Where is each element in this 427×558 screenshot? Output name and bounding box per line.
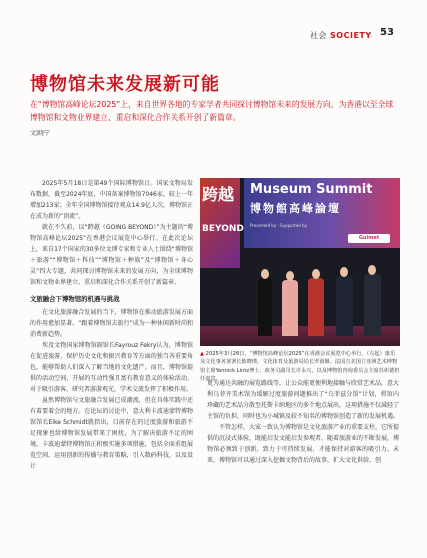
article-lede: 在“博物馆高峰论坛2025”上，来自世界各地的专家学者共同探讨博物馆未来的发展方向，为香港以至全球博物馆和文物业界建立、重启和深化合作关系开创了新篇章。 [30,100,394,122]
section-subhead: 文旅融合下博物馆的机遇与挑战 [30,295,120,303]
section-en: SOCIETY [330,31,372,40]
caption-marker-icon: ▲ [200,351,204,357]
section-cn: 社会 [310,31,327,40]
left-column [30,178,193,472]
person-2-head [286,271,294,281]
banner-cn: 跨越 [202,185,235,204]
person-1-head [261,269,269,279]
screen-title: Museum Summit [250,182,373,197]
person-5 [364,274,381,336]
paragraph: 更为通达共融的展览路线等，让公众能更便利地接触与欣赏艺术品。意大利乌菲齐美术馆为缓解过度旅游问题推出了“乌菲兹分馆”计划，将馆内珍藏的艺术品分散至托斯卡纳地区的多个地点展出，这项措施不仅减轻了主馆的负担，同时也为小城镇及较不知名的博物馆创造了新的发展机遇。 [207,380,400,420]
person-3 [308,278,324,336]
article-title: 博物馆未来发展新可能 [30,74,220,95]
caption-text: 2025年3月28日，“博物馆高峰论坛2025”在香港会议展览中心举行。（左起）康乐及文化事务署署长陈晓瑛、文化体育及旅游局局长罗淑佩、法国吉美国立亚洲艺术博物馆主席Yannick Lintz博士、政务司副司长卓永兴，以及博物馆咨询委员会主席苏彰德担任嘉宾。 [200,351,400,382]
event-photo [200,178,400,346]
section-label [310,30,372,41]
byline: 文|晓宁 [30,130,51,137]
paragraph: 就在不久前，以“跨越（GOING BEYOND）”为主题的“博物馆高峰论坛2025”在香港会议展览中心举行。在此次论坛上，来自17个国家的30多位文博专家和专业人士围绕“博物馆＋旅游”“博物馆＋科技”“博物馆＋种族”及“博物馆＋身心灵”四大专题，共同探讨博物馆未来的发展方向，为全球博物馆和文物业界建立、重启和深化合作关系开创了新篇章。 [30,224,193,286]
person-1 [258,278,272,336]
person-4 [336,276,353,336]
page-number: 53 [380,27,394,38]
paragraph: 在文化旅游融合发展的当下，博物馆在推动旅游发展方面的作用愈加显著。“跟着博物馆去旅行”成为一种休闲新时尚和消费新趋势。 [30,309,193,338]
person-2 [282,280,298,336]
paragraph: 不管怎样，大家一致认为博物馆是文化旅游产业的重要支柱，它所提供的沉浸式体验，既能启发文能启发参观者，随着旅游业的不断发展，博物馆必须致于创新，致力于可持续发展，才能保持对游客的吸引力。未来，博物馆可以通过深入挖掘文物背后的故事，扩大文化供给，创 [207,424,400,464]
person-5-head [368,265,376,275]
sponsor-line: Presented by · Supported by [250,223,307,228]
screen-title-cn: 博物館高峰論壇 [250,202,341,215]
banner-en: BEYOND [202,224,244,234]
paragraph: 埃及文物国家博物馆副馆长Fayrouz Fekry认为，博物馆在促进旅游、保护历史文化和振兴教育等方面的独当各重要角色，能够帮助人们深入了解当地的文化遗产。而且，博物馆提供的活动空间，开展的互动性强且富有教育意义的体验活动，对于吸引游客、研究者游游观光，学术交流发挥了积极作用。 [30,342,193,393]
paragraph: 2025年5月18日是第49个国际博物馆日。国家文物局发布数据，截至2024年底，中国备案博物馆7046家，较上一年增加213家；全年全国博物馆接待观众14.9亿人次，博物馆正在成为新的“顶流”。 [30,180,193,220]
paragraph: 虽然博物馆与文旅融合发展已成潮流，但在具体实践中还有着要着会的地方。在论坛的讨论中，意大利卡波迪蒙特博物馆馆长Eike Schmidt就指出，目前存在的过度旅游和旅游不足现象也给博物馆发展带来了困扰，为了解决旅游不足的困境，卡波迪蒙特博物馆正积极实施多项措施，包括全面重组展览空间，运用创新的传播与教育策略，引入数码科技，以及设计 [30,397,193,470]
person-4-head [340,267,348,277]
person-3-head [312,269,320,279]
right-column [207,378,399,466]
sponsor-logo: Gulmet [348,234,390,243]
